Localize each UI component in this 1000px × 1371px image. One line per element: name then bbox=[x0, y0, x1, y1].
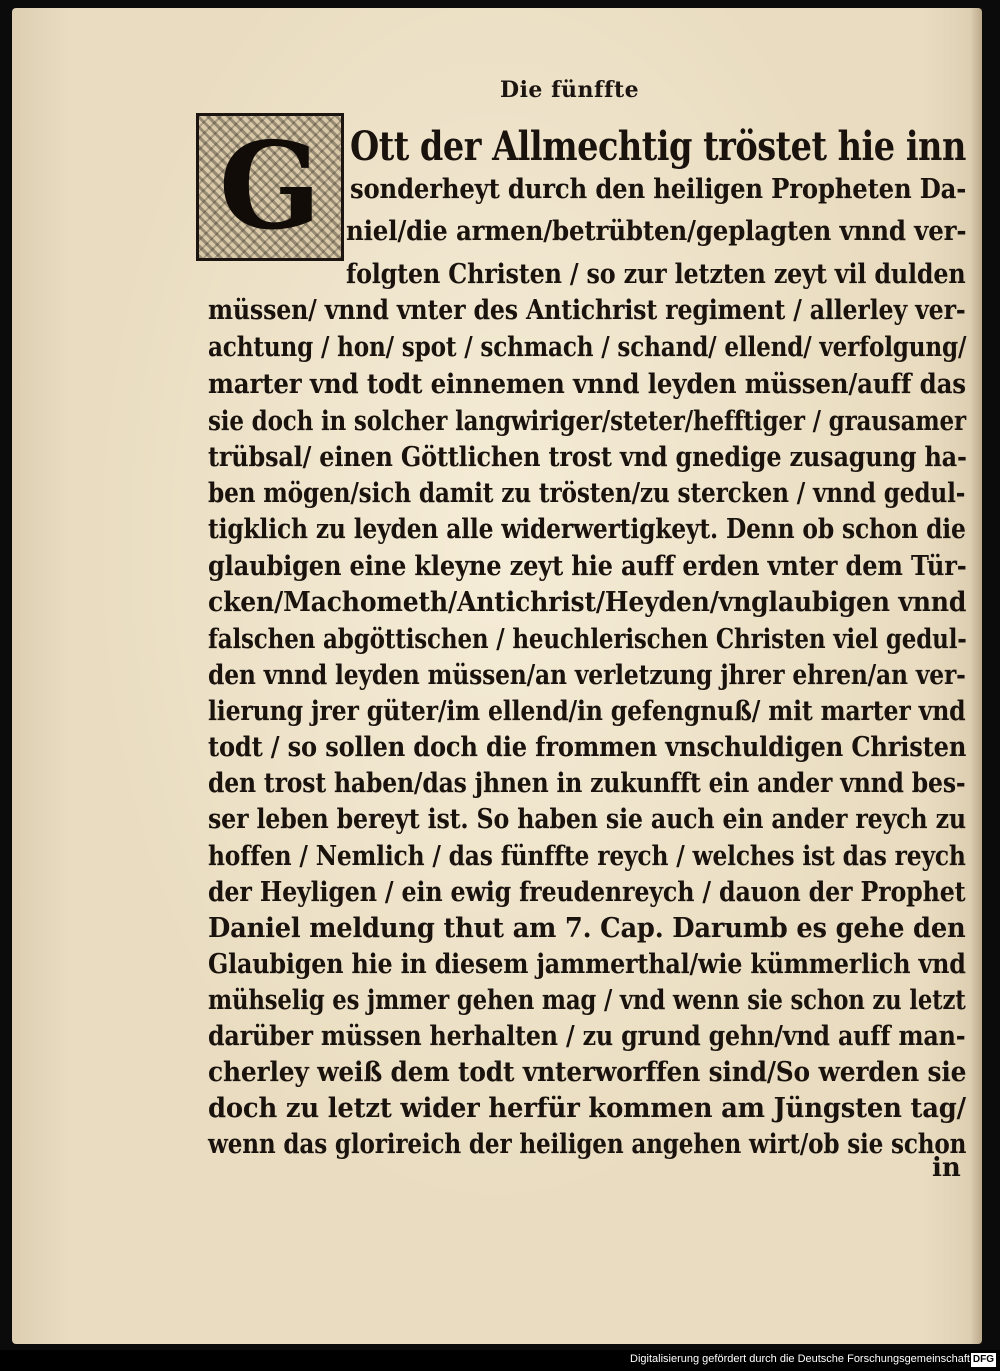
funding-credit: Digitalisierung gefördert durch die Deutsche Forschungsgemeinschaft bbox=[630, 1353, 970, 1365]
text-line: marter vnd todt einnemen vnnd leyden müssen/auff das bbox=[208, 369, 966, 400]
text-line: glaubigen eine kleyne zeyt hie auff erden vnter dem Tür- bbox=[208, 551, 967, 582]
text-line: folgten Christen / so zur letzten zeyt vil dulden bbox=[346, 259, 966, 290]
catchword: in bbox=[932, 1153, 961, 1183]
text-line: trübsal/ einen Göttlichen trost vnd gnedige zusagung ha- bbox=[208, 442, 967, 473]
page-edge bbox=[970, 8, 982, 1344]
text-line: cken/Machometh/Antichrist/Heyden/vnglaubigen vnnd bbox=[208, 587, 967, 618]
footer-bar bbox=[0, 1350, 1000, 1371]
text-line: tigklich zu leyden alle widerwertigkeyt. Denn ob schon die bbox=[208, 514, 966, 545]
text-line: todt / so sollen doch die frommen vnschuldigen Christen bbox=[208, 732, 967, 763]
text-line: den trost haben/das jhnen in zukunfft ein ander vnnd bes- bbox=[208, 768, 966, 799]
text-line: Ott der Allmechtig tröstet hie inn bbox=[350, 123, 966, 170]
text-line: den vnnd leyden müssen/an verletzung jhrer ehren/an ver- bbox=[208, 660, 966, 691]
text-line: achtung / hon/ spot / schmach / schand/ ellend/ verfolgung/ bbox=[208, 332, 967, 363]
dfg-logo: DFG bbox=[972, 1354, 994, 1365]
initial-letter: G bbox=[218, 116, 322, 257]
text-line: doch zu letzt wider herfür kommen am Jüngsten tag/ bbox=[208, 1093, 966, 1124]
text-line: cherley weiß dem todt vnterworffen sind/So werden sie bbox=[208, 1057, 967, 1088]
decorated-initial bbox=[196, 113, 344, 261]
text-line: niel/die armen/betrübten/geplagten vnnd ver- bbox=[346, 216, 967, 247]
text-line: mühselig es jmmer gehen mag / vnd wenn sie schon zu letzt bbox=[208, 985, 966, 1016]
text-line: hoffen / Nemlich / das fünffte reych / welches ist das reych bbox=[208, 841, 966, 872]
text-line: müssen/ vnnd vnter des Antichrist regiment / allerley ver- bbox=[208, 295, 966, 326]
text-line: sie doch in solcher langwiriger/steter/hefftiger / grausamer bbox=[208, 406, 966, 437]
text-line: Daniel meldung thut am 7. Cap. Darumb es gehe den bbox=[208, 913, 966, 944]
text-line: ser leben bereyt ist. So haben sie auch ein ander reych zu bbox=[208, 804, 966, 835]
text-line: sonderheyt durch den heiligen Propheten Da- bbox=[350, 174, 967, 205]
text-line: darüber müssen herhalten / zu grund gehn/vnd auff man- bbox=[208, 1021, 966, 1052]
text-line: der Heyligen / ein ewig freudenreych / dauon der Prophet bbox=[208, 877, 966, 908]
text-line: lierung jrer güter/im ellend/in gefengnuß/ mit marter vnd bbox=[208, 696, 966, 727]
text-line: wenn das glorireich der heiligen angehen wirt/ob sie schon bbox=[208, 1129, 967, 1160]
text-line: falschen abgöttischen / heuchlerischen Christen viel gedul- bbox=[208, 624, 967, 655]
running-head: Die fünffte bbox=[500, 77, 640, 103]
text-line: Glaubigen hie in diesem jammerthal/wie kümmerlich vnd bbox=[208, 949, 966, 980]
text-line: ben mögen/sich damit zu trösten/zu stercken / vnnd gedul- bbox=[208, 478, 966, 509]
